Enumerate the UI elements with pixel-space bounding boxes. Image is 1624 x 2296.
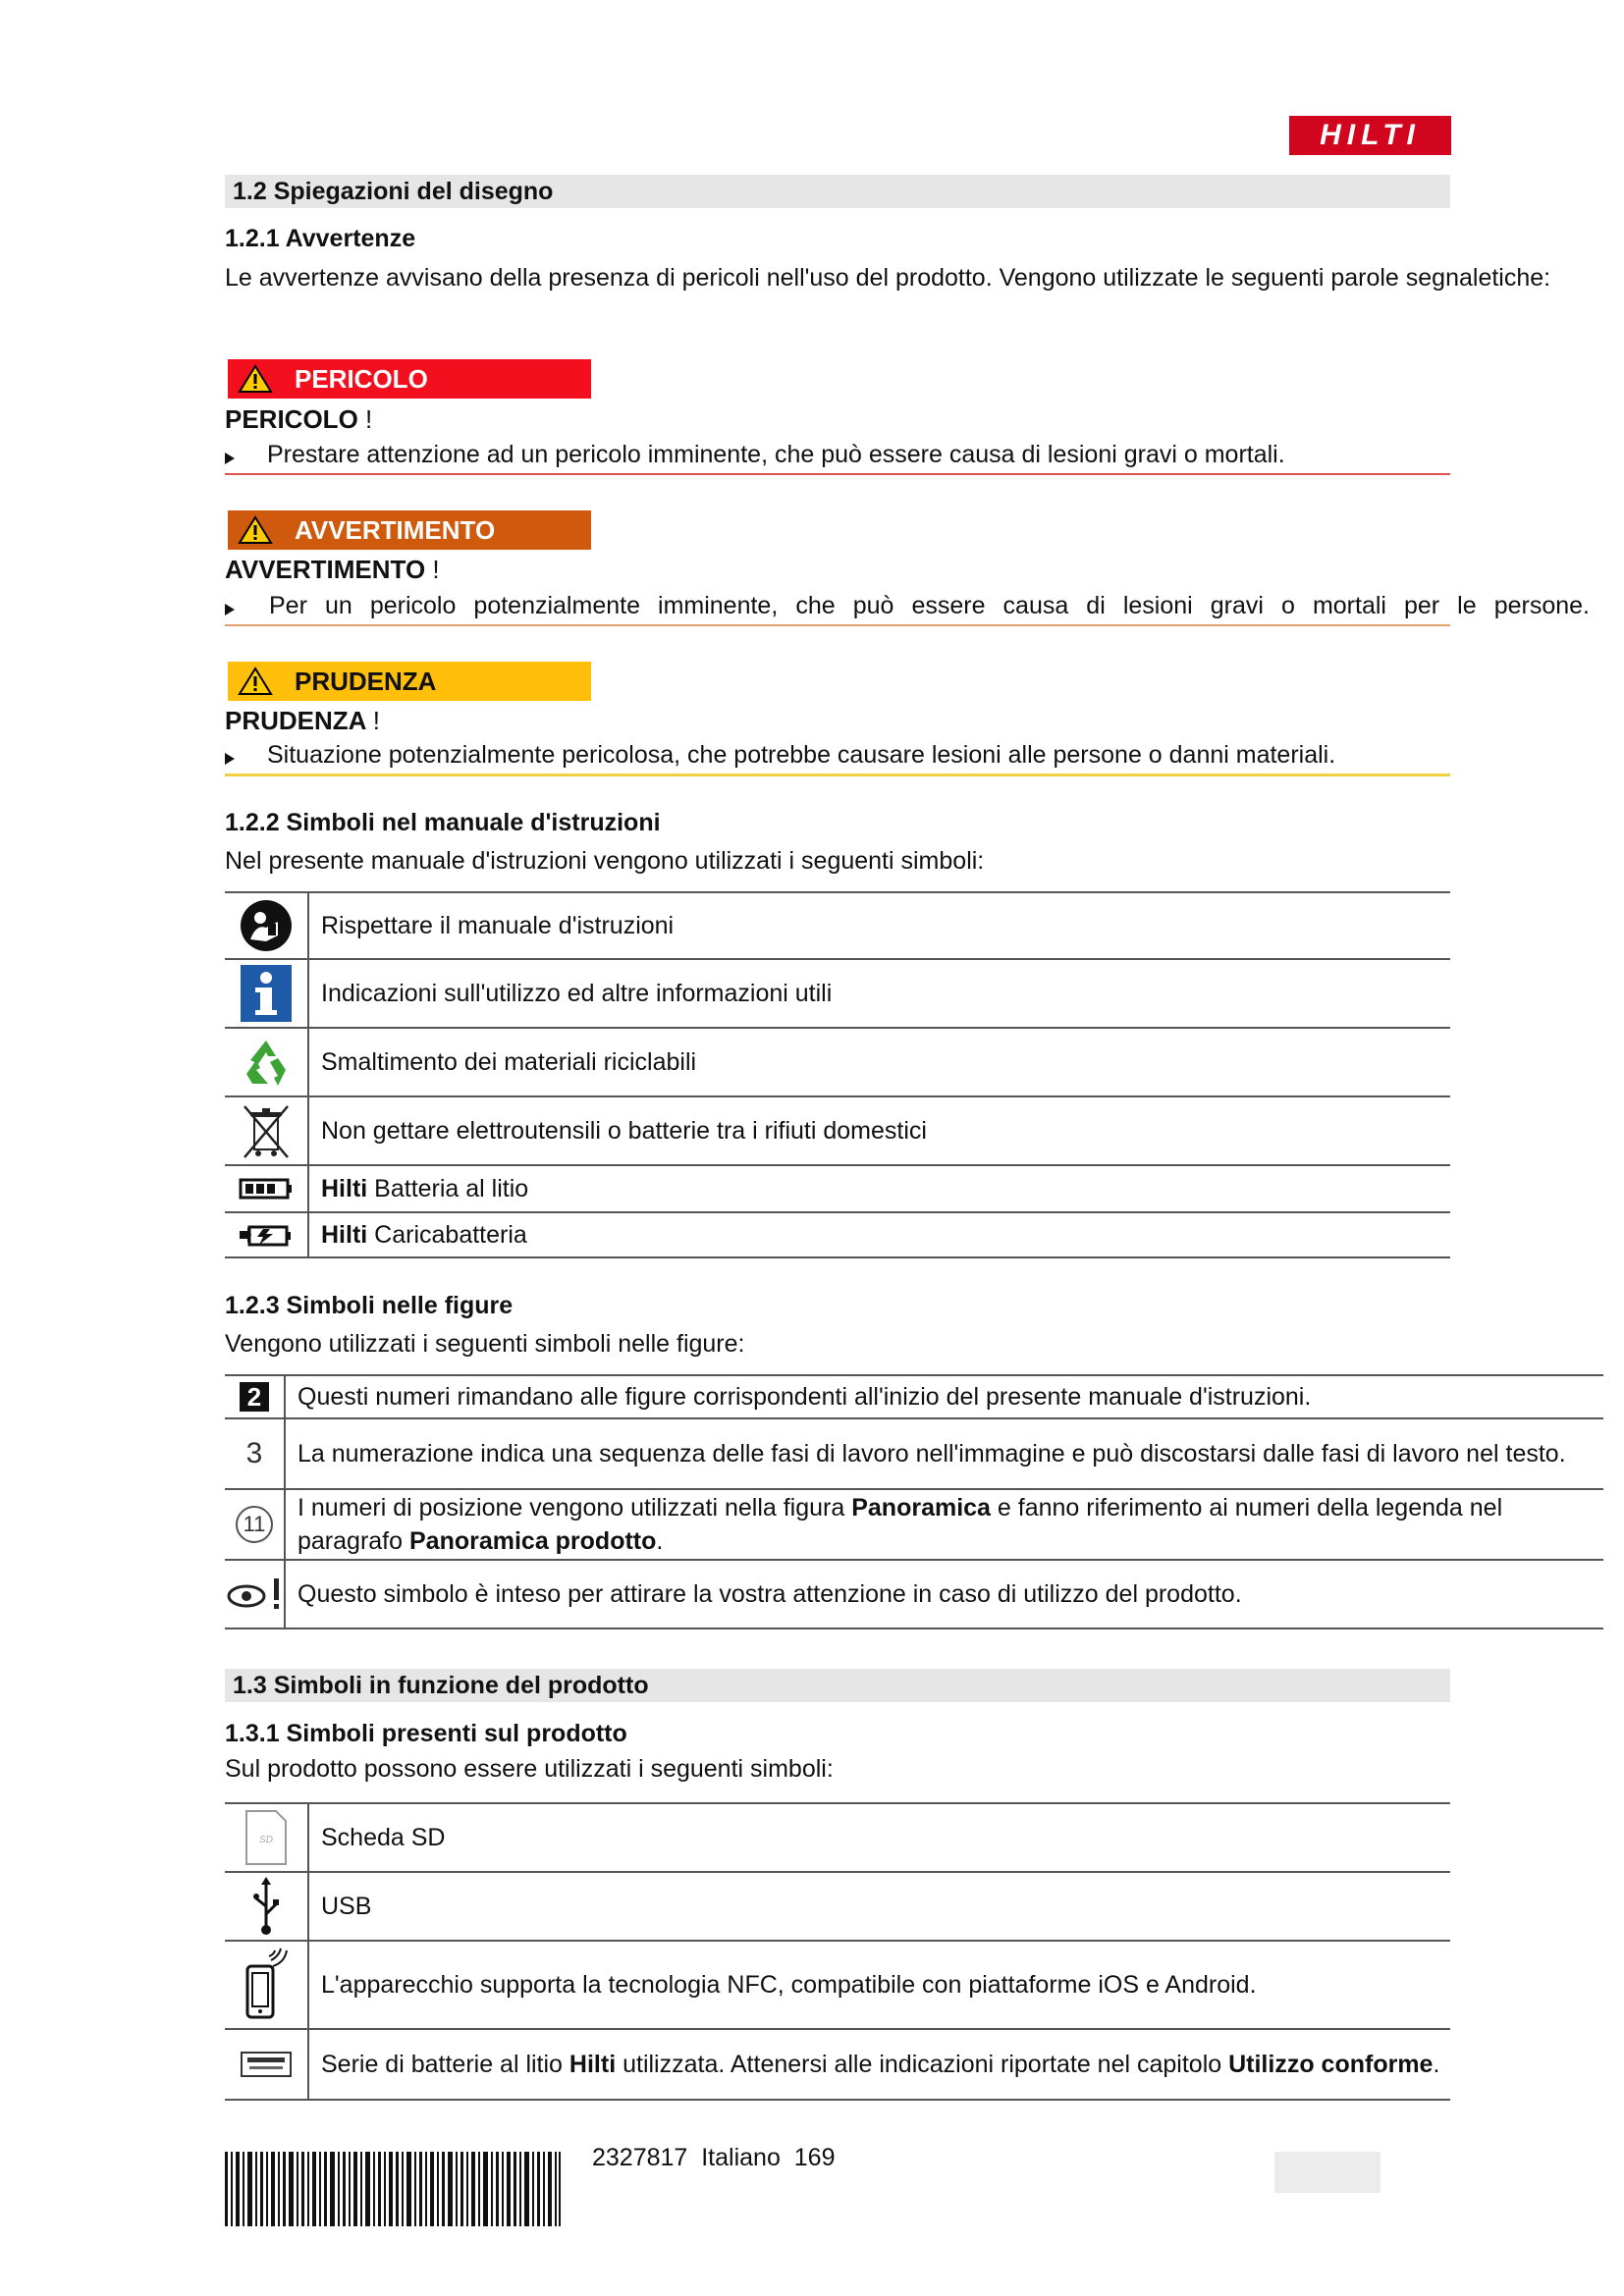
table-cell-text: Serie di batterie al litio Hilti utilizzata. Attenersi alle indicazioni riportate nel capitolo Utilizzo conforme. — [308, 2029, 1450, 2100]
table-cell-text: Smaltimento dei materiali riciclabili — [308, 1028, 1450, 1096]
figure-number-symbol: 2 — [225, 1375, 285, 1418]
section-title-1-3: 1.3 Simboli in funzione del prodotto — [225, 1669, 1450, 1702]
warning-triangle-icon — [238, 364, 273, 394]
avvertimento-title: AVVERTIMENTO ! — [225, 555, 440, 584]
table-cell-text: L'apparecchio supporta la tecnologia NFC, compatibile con piattaforme iOS e Android. — [308, 1941, 1450, 2029]
svg-text:SD: SD — [259, 1835, 273, 1845]
table-row — [225, 1028, 1450, 1096]
prudenza-title: PRUDENZA ! — [225, 706, 380, 735]
step-number-symbol: 3 — [225, 1418, 285, 1489]
doc-number: 2327817 — [592, 2144, 688, 2171]
footer-gray-box — [1274, 2152, 1380, 2193]
table-cell-text: Questo simbolo è inteso per attirare la vostra attenzione in caso di utilizzo del prodotto. — [285, 1560, 1603, 1629]
subsection-title-1-2-2: 1.2.2 Simboli nel manuale d'istruzioni — [225, 809, 661, 836]
table-cell-text: Hilti Caricabatteria — [308, 1212, 1450, 1257]
table-row — [225, 892, 1450, 959]
eye-icon — [225, 1560, 285, 1629]
bullet-arrow-icon — [225, 753, 235, 765]
pericolo-title: PERICOLO ! — [225, 404, 373, 434]
table-row — [225, 1560, 1603, 1629]
hilti-logo: HILTI — [1289, 116, 1451, 155]
figure-symbols-table — [225, 1374, 1603, 1629]
subsection-title-1-3-1: 1.3.1 Simboli presenti sul prodotto — [225, 1720, 627, 1747]
avvertimento-bullet: Per un pericolo potenzialmente imminente, che può essere causa di lesioni gravi o mortali per le persone. — [225, 592, 1590, 620]
table-cell-text: Non gettare elettroutensili o batterie tra i rifiuti domestici — [308, 1096, 1450, 1165]
charger-icon — [225, 1212, 308, 1257]
pericolo-rule — [225, 473, 1450, 475]
hilti-battery-series-icon — [225, 2029, 308, 2100]
subsection-title-1-2-1: 1.2.1 Avvertenze — [225, 225, 416, 252]
warning-triangle-icon — [238, 667, 273, 696]
product-symbols-table — [225, 1802, 1450, 2101]
simboli-prodotto-intro: Sul prodotto possono essere utilizzati i seguenti simboli: — [225, 1755, 834, 1783]
pericolo-label-text: PERICOLO — [295, 364, 428, 394]
prudenza-bullet: Situazione potenzialmente pericolosa, che potrebbe causare lesioni alle persone o danni materiali. — [225, 741, 1501, 770]
page-number: 169 — [793, 2144, 836, 2171]
usb-icon — [225, 1872, 308, 1941]
bullet-arrow-icon — [225, 604, 235, 615]
prudenza-rule — [225, 774, 1450, 776]
position-number-symbol: 11 — [225, 1489, 285, 1560]
nfc-phone-icon — [225, 1941, 308, 2029]
footer-info — [592, 2144, 835, 2172]
info-icon — [225, 959, 308, 1028]
crossed-bin-icon — [225, 1096, 308, 1165]
barcode-icon — [225, 2152, 561, 2226]
table-row — [225, 1165, 1450, 1212]
table-row — [225, 2029, 1450, 2100]
table-row — [225, 1941, 1450, 2029]
read-manual-icon — [225, 892, 308, 959]
table-row — [225, 959, 1450, 1028]
avvertenze-intro: Le avvertenze avvisano della presenza di pericoli nell'uso del prodotto. Vengono utilizzate le seguenti parole segnaletiche: — [225, 264, 1551, 292]
prudenza-label-text: PRUDENZA — [295, 667, 437, 696]
bullet-arrow-icon — [225, 453, 235, 464]
avvertimento-label-text: AVVERTIMENTO — [295, 515, 496, 545]
table-row — [225, 1872, 1450, 1941]
prudenza-label — [228, 662, 591, 701]
manual-symbols-table — [225, 891, 1450, 1258]
language: Italiano — [701, 2144, 781, 2171]
table-cell-text: Rispettare il manuale d'istruzioni — [308, 892, 1450, 959]
table-cell-text: Indicazioni sull'utilizzo ed altre informazioni utili — [308, 959, 1450, 1028]
table-row — [225, 1418, 1603, 1489]
table-row — [225, 1803, 1450, 1872]
table-cell-text: Scheda SD — [308, 1803, 1450, 1872]
table-cell-text: Questi numeri rimandano alle figure corrispondenti all'inizio del presente manuale d'istruzioni. — [285, 1375, 1603, 1418]
avvertimento-rule — [225, 624, 1450, 626]
pericolo-label — [228, 359, 591, 399]
simboli-manuale-intro: Nel presente manuale d'istruzioni vengono utilizzati i seguenti simboli: — [225, 847, 985, 875]
table-cell-text: USB — [308, 1872, 1450, 1941]
table-row — [225, 1212, 1450, 1257]
sd-card-icon — [225, 1803, 308, 1872]
pericolo-bullet: Prestare attenzione ad un pericolo imminente, che può essere causa di lesioni gravi o mortali. — [225, 441, 1501, 469]
simboli-figure-intro: Vengono utilizzati i seguenti simboli nelle figure: — [225, 1330, 745, 1358]
subsection-title-1-2-3: 1.2.3 Simboli nelle figure — [225, 1292, 514, 1319]
table-cell-text: I numeri di posizione vengono utilizzati nella figura Panoramica e fanno riferimento ai numeri della legenda nel paragrafo Panoramica prodotto. — [285, 1489, 1603, 1560]
table-row — [225, 1375, 1603, 1418]
avvertimento-label — [228, 510, 591, 550]
table-row — [225, 1489, 1603, 1560]
section-title-1-2: 1.2 Spiegazioni del disegno — [225, 175, 1450, 208]
table-row — [225, 1096, 1450, 1165]
table-cell-text: Hilti Batteria al litio — [308, 1165, 1450, 1212]
table-cell-text: La numerazione indica una sequenza delle fasi di lavoro nell'immagine e può discostarsi dalle fasi di lavoro nel testo. — [285, 1418, 1603, 1489]
battery-icon — [225, 1165, 308, 1212]
warning-triangle-icon — [238, 515, 273, 545]
recycle-icon — [225, 1028, 308, 1096]
